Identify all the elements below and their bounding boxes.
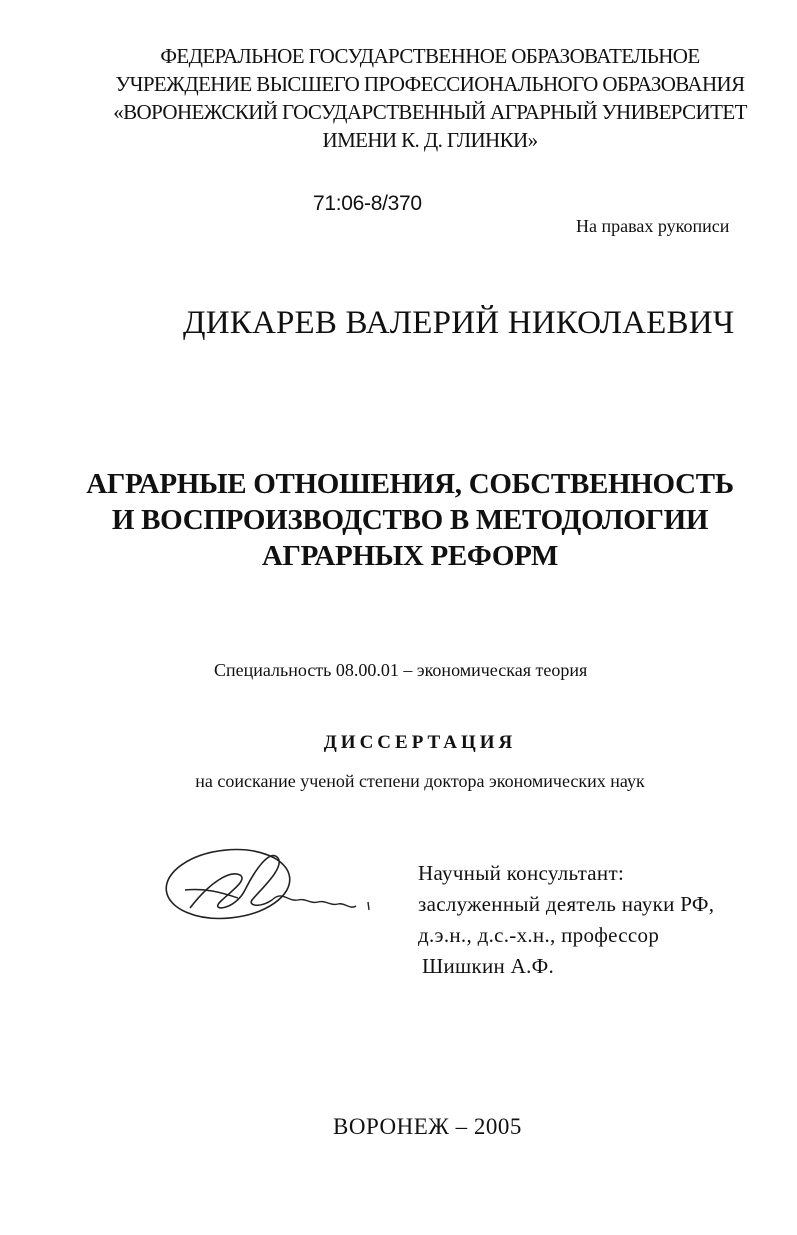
title-line: АГРАРНЫЕ ОТНОШЕНИЯ, СОБСТВЕННОСТЬ bbox=[86, 468, 734, 500]
rights-note: На правах рукописи bbox=[576, 216, 730, 236]
handwritten-signature bbox=[160, 830, 375, 930]
institution-line: ИМЕНИ К. Д. ГЛИНКИ» bbox=[322, 128, 538, 152]
institution-line: ФЕДЕРАЛЬНОЕ ГОСУДАРСТВЕННОЕ ОБРАЗОВАТЕЛЬНОЕ bbox=[160, 44, 700, 68]
title-line: И ВОСПРОИЗВОДСТВО В МЕТОДОЛОГИИ bbox=[111, 504, 709, 536]
advisor-title-line: д.э.н., д.с.-х.н., профессор bbox=[418, 923, 660, 947]
advisor-title-line: заслуженный деятель науки РФ, bbox=[418, 892, 715, 916]
catalog-number: 71:06-8/370 bbox=[313, 192, 422, 215]
dissertation-title bbox=[60, 466, 760, 574]
institution-line: «ВОРОНЕЖСКИЙ ГОСУДАРСТВЕННЫЙ АГРАРНЫЙ УНИВЕРСИТЕТ bbox=[113, 100, 747, 124]
degree-statement: на соискание ученой степени доктора экономических наук bbox=[195, 771, 645, 791]
scientific-advisor bbox=[418, 858, 714, 982]
author-name: ДИКАРЕВ ВАЛЕРИЙ НИКОЛАЕВИЧ bbox=[183, 305, 735, 341]
document-type: ДИССЕРТАЦИЯ bbox=[323, 732, 517, 753]
title-line: АГРАРНЫХ РЕФОРМ bbox=[261, 540, 559, 572]
city-year: ВОРОНЕЖ – 2005 bbox=[333, 1114, 522, 1139]
institution-header bbox=[60, 42, 797, 154]
advisor-role: Научный консультант: bbox=[418, 861, 625, 885]
advisor-name: Шишкин А.Ф. bbox=[422, 954, 555, 978]
specialty: Специальность 08.00.01 – экономическая теория bbox=[214, 660, 588, 680]
institution-line: УЧРЕЖДЕНИЕ ВЫСШЕГО ПРОФЕССИОНАЛЬНОГО ОБРАЗОВАНИЯ bbox=[115, 72, 745, 96]
